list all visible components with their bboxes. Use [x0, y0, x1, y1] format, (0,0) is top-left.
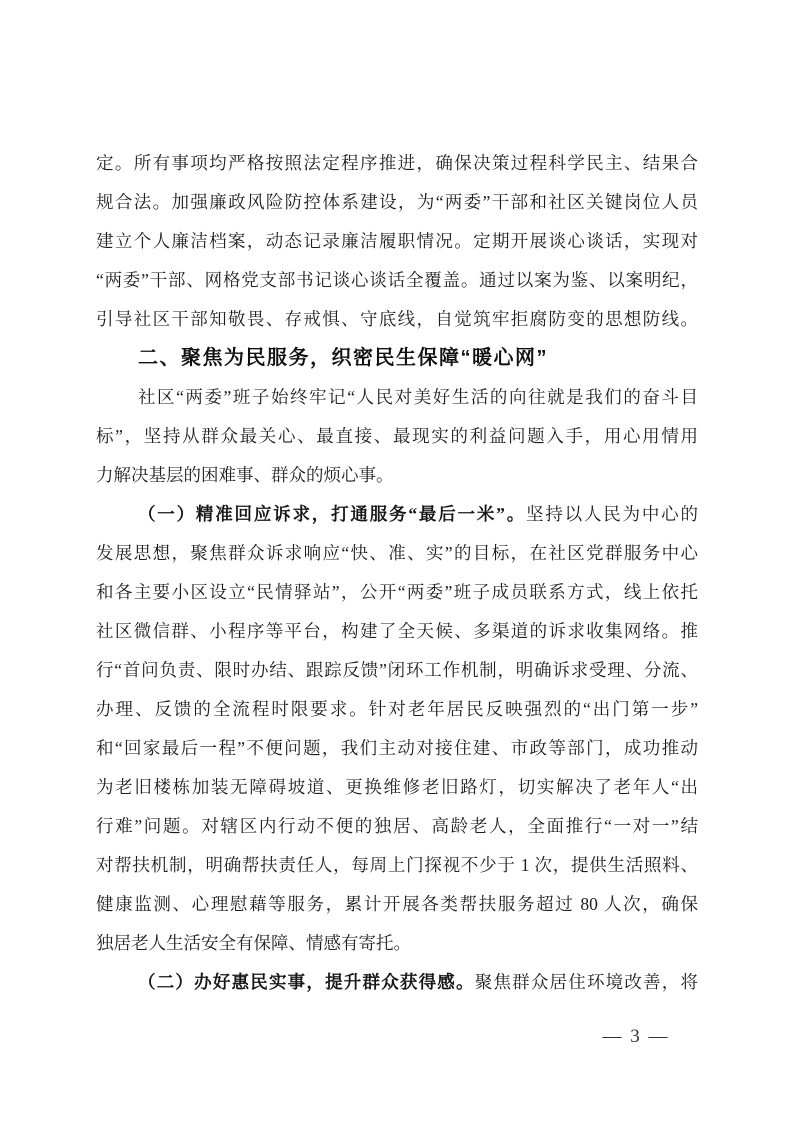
- text-line: 引导社区干部知敬畏、存戒惧、守底线，自觉筑牢拒腐防变的思想防线。: [96, 309, 698, 329]
- text-line: 行“首问负责、限时办结、跟踪反馈”闭环工作机制，明确诉求受理、分流、: [96, 660, 698, 680]
- text-line: 定。所有事项均严格按照法定程序推进，确保决策过程科学民主、结果合: [96, 153, 698, 173]
- text-line: 和“回家最后一程”不便问题，我们主动对接住建、市政等部门，成功推动: [96, 738, 698, 758]
- text-line: 社区“两委”班子始终牢记“人民对美好生活的向往就是我们的奋斗目: [138, 387, 698, 407]
- text-run: 坚持以人民为中心的: [526, 504, 698, 524]
- text-line: 对帮扶机制，明确帮扶责任人，每周上门探视不少于 1 次，提供生活照料、: [96, 855, 698, 875]
- text-run: 聚焦群众居住环境改善，将: [474, 972, 698, 992]
- text-line: [96, 963, 698, 1002]
- text-line: “两委”干部、网格党支部书记谈心谈话全覆盖。通过以案为鉴、以案明纪，: [96, 270, 698, 290]
- section-heading-2: 二、聚焦为民服务，织密民生保障“暖心网”: [138, 347, 548, 369]
- clause-1-lead: （一）精准回应诉求，打通服务“最后一米”。: [138, 504, 527, 524]
- text-line: 办理、反馈的全流程时限要求。针对老年居民反映强烈的“出门第一步”: [96, 699, 698, 719]
- text-line: 力解决基层的困难事、群众的烦心事。: [96, 465, 394, 485]
- text-line: 为老旧楼栋加装无障碍坡道、更换维修老旧路灯，切实解决了老年人“出: [96, 777, 698, 797]
- text-line: 健康监测、心理慰藉等服务，累计开展各类帮扶服务超过 80 人次，确保: [96, 894, 698, 914]
- text-line: 规合法。加强廉政风险防控体系建设，为“两委”干部和社区关键岗位人员: [96, 192, 698, 212]
- text-line: 社区微信群、小程序等平台，构建了全天候、多渠道的诉求收集网络。推: [96, 621, 698, 641]
- text-line: [96, 495, 698, 534]
- page-number: — 3 —: [602, 1026, 670, 1047]
- text-line: 建立个人廉洁档案，动态记录廉洁履职情况。定期开展谈心谈话，实现对: [96, 231, 698, 251]
- text-line: 行难”问题。对辖区内行动不便的独居、高龄老人，全面推行“一对一”结: [96, 816, 698, 836]
- text-line: 和各主要小区设立“民情驿站”，公开“两委”班子成员联系方式，线上依托: [96, 582, 698, 602]
- text-line: 标”，坚持从群众最关心、最直接、最现实的利益问题入手，用心用情用: [96, 426, 698, 446]
- text-line: 独居老人生活安全有保障、情感有寄托。: [96, 933, 411, 953]
- clause-2-lead: （二）办好惠民实事，提升群众获得感。: [138, 972, 475, 992]
- document-body: [96, 144, 698, 1002]
- text-line: 发展思想，聚焦群众诉求响应“快、准、实”的目标，在社区党群服务中心: [96, 543, 698, 563]
